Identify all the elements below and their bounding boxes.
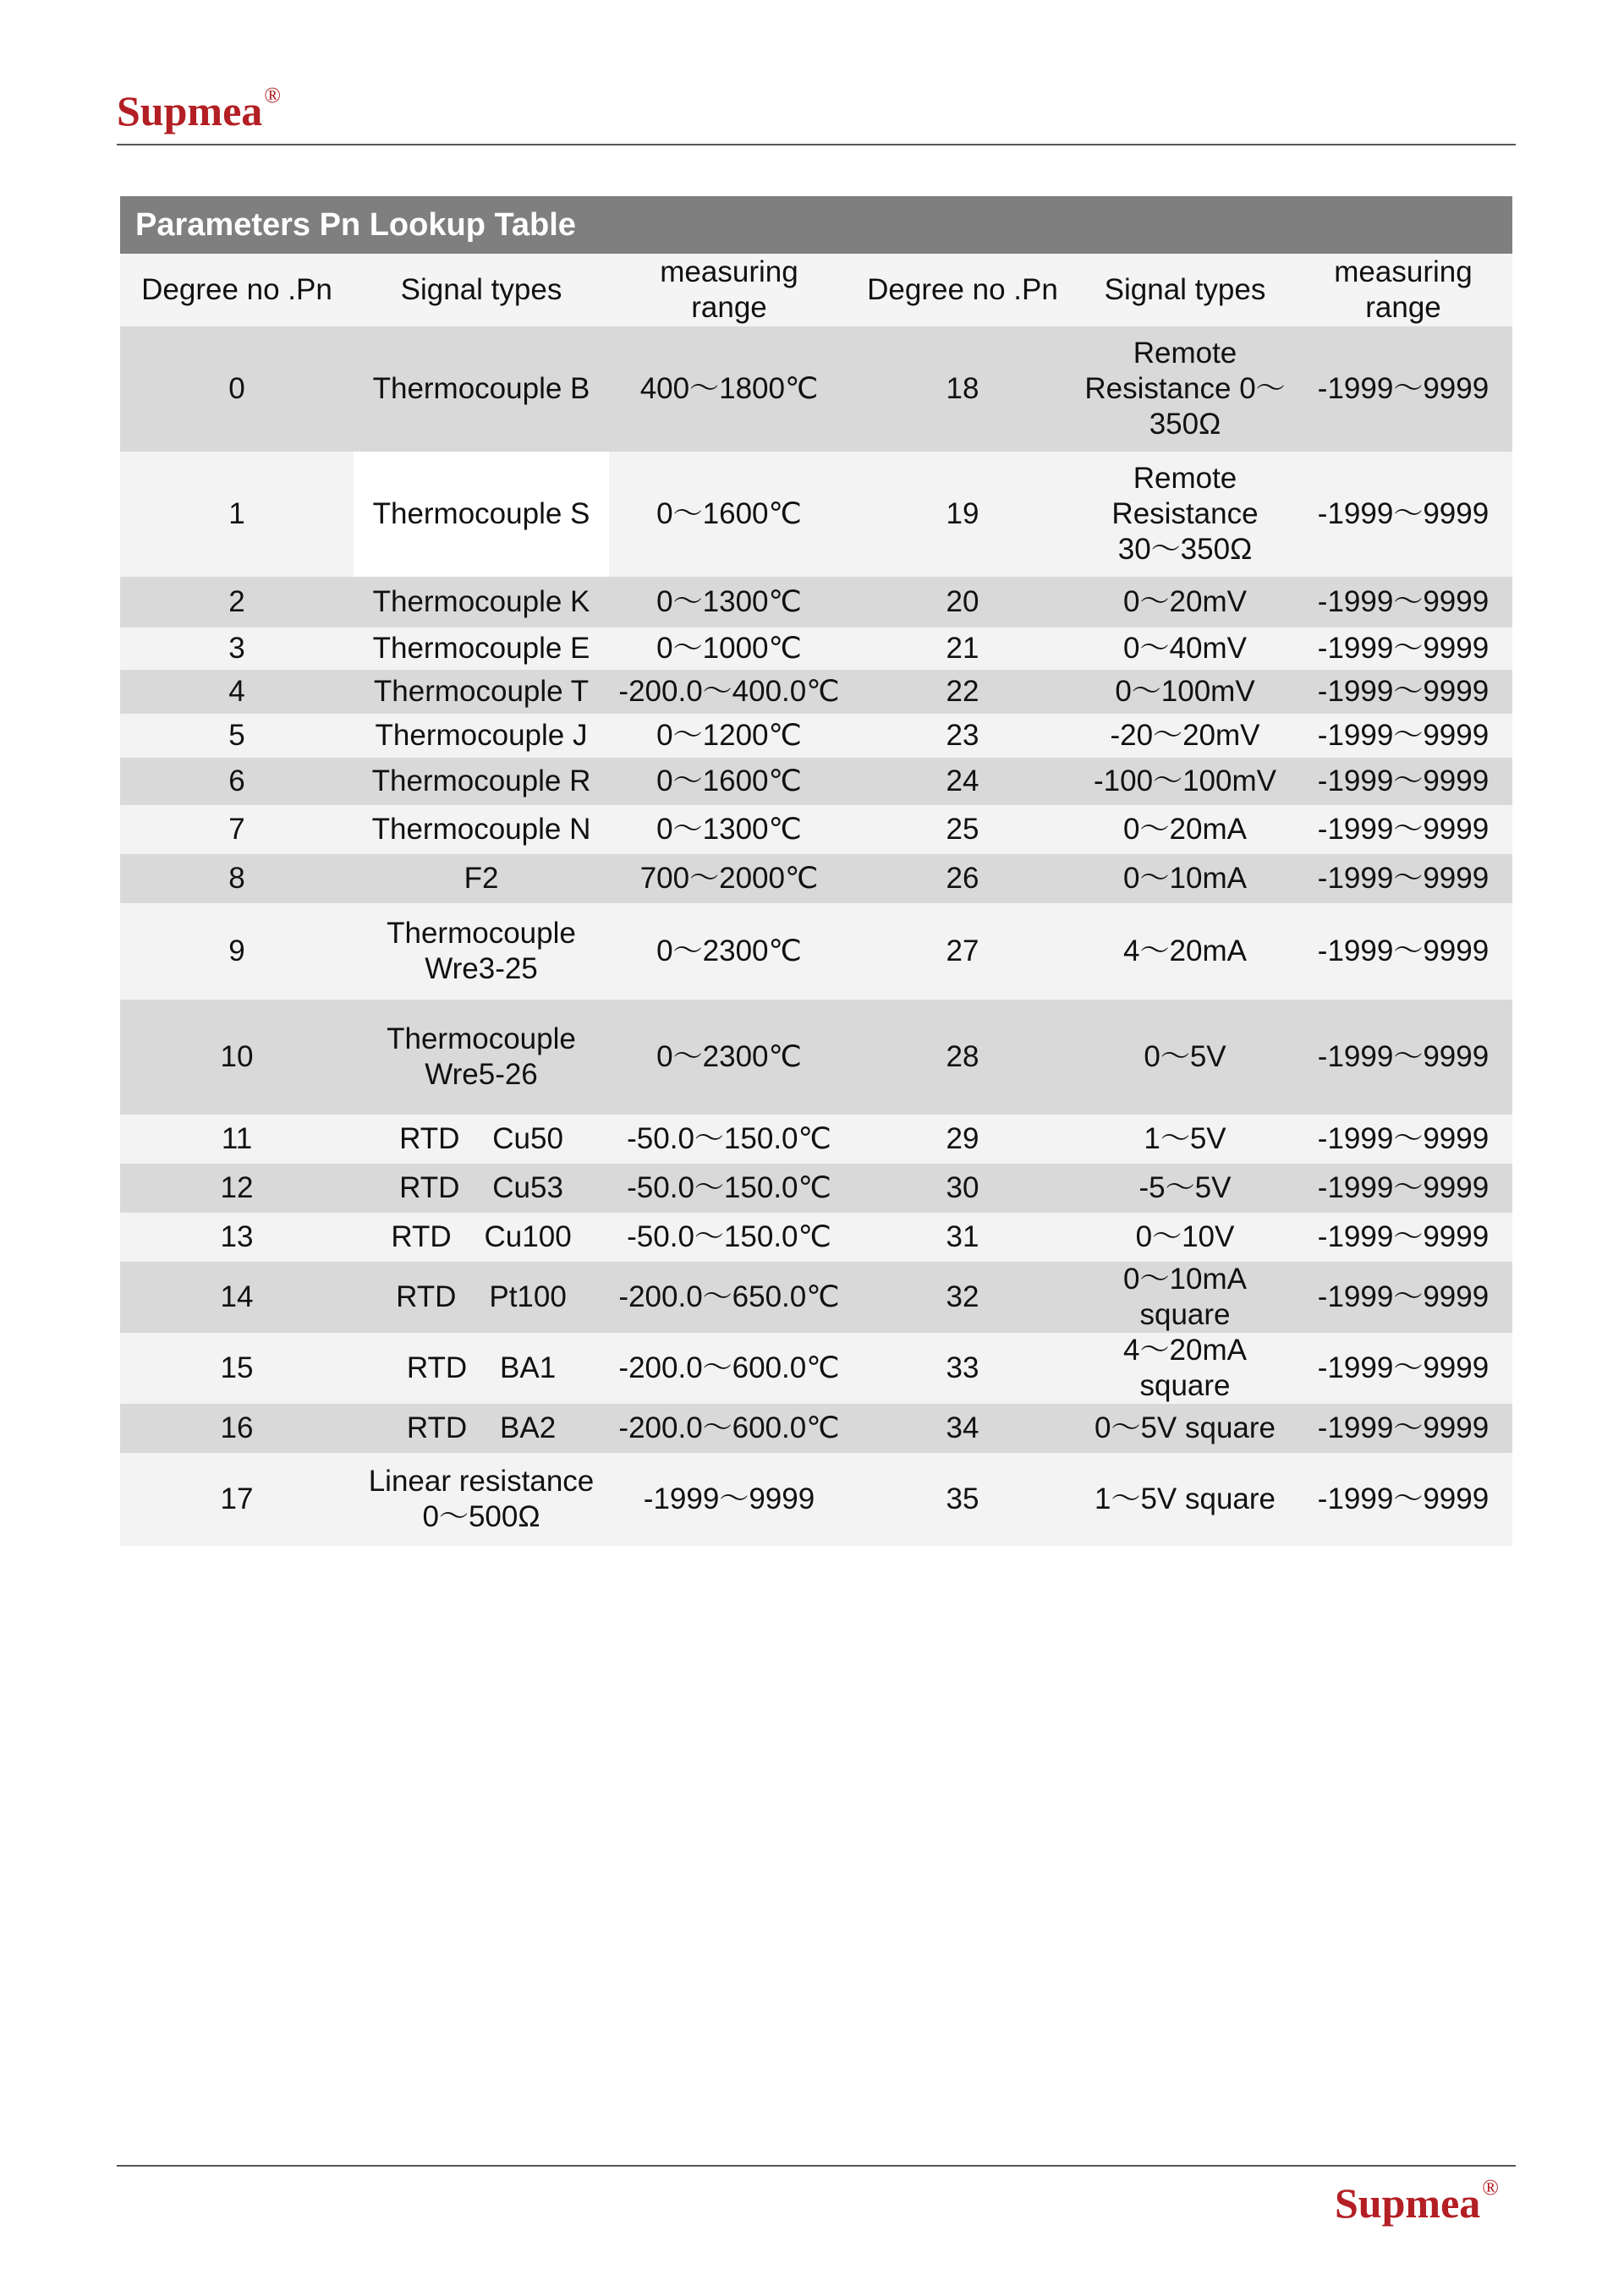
table-cell: -200.0～600.0℃ [609, 1333, 849, 1404]
lookup-table [120, 254, 1512, 1546]
header-cell: Degree no .Pn [849, 254, 1076, 326]
brand-name: Supmea [117, 87, 263, 134]
table-cell: -1999～9999 [1294, 758, 1512, 805]
table-cell: 17 [120, 1453, 354, 1546]
table-cell: Thermocouple N [354, 805, 609, 854]
table-cell: -1999～9999 [1294, 627, 1512, 670]
table-cell: 0～20mA [1076, 805, 1294, 854]
table-cell: 23 [849, 714, 1076, 758]
table-cell: 24 [849, 758, 1076, 805]
brand-logo-top [117, 83, 282, 134]
table-cell: -50.0～150.0℃ [609, 1213, 849, 1262]
table-cell: 22 [849, 670, 1076, 714]
table-cell: 31 [849, 1213, 1076, 1262]
table-cell: 0～5V square [1076, 1404, 1294, 1453]
table-cell: -200.0～400.0℃ [609, 670, 849, 714]
table-cell: 0～10mA square [1076, 1262, 1294, 1333]
table-row [120, 758, 1512, 805]
table-header-row [120, 254, 1512, 326]
table-cell: 9 [120, 903, 354, 1000]
table-row [120, 326, 1512, 452]
table-cell: 5 [120, 714, 354, 758]
table-cell: 32 [849, 1262, 1076, 1333]
table-row [120, 577, 1512, 627]
header-cell: Signal types [354, 254, 609, 326]
table-cell: 2 [120, 577, 354, 627]
table-cell: 0～1600℃ [609, 758, 849, 805]
table-cell: Remote Resistance 30～350Ω [1076, 452, 1294, 577]
table-row [120, 1000, 1512, 1115]
table-cell: 7 [120, 805, 354, 854]
table-row [120, 1404, 1512, 1453]
table-cell: 0～100mV [1076, 670, 1294, 714]
table-cell: 0～10mA [1076, 854, 1294, 903]
table-cell: -1999～9999 [609, 1453, 849, 1546]
table-cell: -1999～9999 [1294, 326, 1512, 452]
registered-mark: ® [1482, 2175, 1500, 2200]
table-cell: -50.0～150.0℃ [609, 1164, 849, 1213]
table-cell: 0～1600℃ [609, 452, 849, 577]
table-cell: 0～2300℃ [609, 903, 849, 1000]
table-cell: 4～20mA square [1076, 1333, 1294, 1404]
lookup-table-container [120, 196, 1512, 1546]
table-cell: -1999～9999 [1294, 714, 1512, 758]
header-cell: measuring range [609, 254, 849, 326]
table-cell: 30 [849, 1164, 1076, 1213]
table-row [120, 627, 1512, 670]
table-row [120, 1164, 1512, 1213]
table-cell: 0～1000℃ [609, 627, 849, 670]
table-cell: 0～1200℃ [609, 714, 849, 758]
table-cell: RTD Cu53 [354, 1164, 609, 1213]
table-cell: 4 [120, 670, 354, 714]
table-cell: -100～100mV [1076, 758, 1294, 805]
table-row [120, 805, 1512, 854]
table-row [120, 670, 1512, 714]
table-cell: Thermocouple K [354, 577, 609, 627]
table-cell: Thermocouple Wre3-25 [354, 903, 609, 1000]
table-cell: 1 [120, 452, 354, 577]
table-cell: 0～5V [1076, 1000, 1294, 1115]
table-cell: -1999～9999 [1294, 1115, 1512, 1164]
table-cell: RTD BA1 [354, 1333, 609, 1404]
table-cell: Thermocouple T [354, 670, 609, 714]
table-cell: -1999～9999 [1294, 452, 1512, 577]
table-cell: 20 [849, 577, 1076, 627]
table-row [120, 1213, 1512, 1262]
table-cell: 400～1800℃ [609, 326, 849, 452]
table-cell: 0～1300℃ [609, 805, 849, 854]
table-title: Parameters Pn Lookup Table [120, 196, 1512, 254]
table-cell: -1999～9999 [1294, 1164, 1512, 1213]
table-cell: -1999～9999 [1294, 1404, 1512, 1453]
header-divider [117, 144, 1516, 145]
table-cell: 1～5V square [1076, 1453, 1294, 1546]
table-cell: 26 [849, 854, 1076, 903]
table-cell: 0～2300℃ [609, 1000, 849, 1115]
table-row [120, 854, 1512, 903]
table-cell: RTD Pt100 [354, 1262, 609, 1333]
table-cell: 19 [849, 452, 1076, 577]
table-cell: 27 [849, 903, 1076, 1000]
table-cell: 0～20mV [1076, 577, 1294, 627]
table-row [120, 1262, 1512, 1333]
table-cell: 29 [849, 1115, 1076, 1164]
table-row [120, 714, 1512, 758]
table-cell: 0～10V [1076, 1213, 1294, 1262]
brand-name: Supmea [1335, 2179, 1481, 2227]
table-row [120, 1333, 1512, 1404]
table-cell: Linear resistance 0～500Ω [354, 1453, 609, 1546]
table-cell: F2 [354, 854, 609, 903]
table-cell: Thermocouple J [354, 714, 609, 758]
table-cell: Thermocouple S [354, 452, 609, 577]
table-row [120, 452, 1512, 577]
table-cell: 14 [120, 1262, 354, 1333]
table-cell: -1999～9999 [1294, 854, 1512, 903]
table-cell: 21 [849, 627, 1076, 670]
table-cell: 35 [849, 1453, 1076, 1546]
table-cell: 8 [120, 854, 354, 903]
table-cell: RTD Cu50 [354, 1115, 609, 1164]
table-cell: Thermocouple Wre5-26 [354, 1000, 609, 1115]
table-cell: -1999～9999 [1294, 1213, 1512, 1262]
table-cell: -1999～9999 [1294, 903, 1512, 1000]
table-cell: Remote Resistance 0～ 350Ω [1076, 326, 1294, 452]
table-row [120, 1115, 1512, 1164]
table-cell: -1999～9999 [1294, 1000, 1512, 1115]
table-cell: 0 [120, 326, 354, 452]
table-cell: 10 [120, 1000, 354, 1115]
table-cell: -5～5V [1076, 1164, 1294, 1213]
table-cell: 11 [120, 1115, 354, 1164]
table-cell: 12 [120, 1164, 354, 1213]
table-cell: 28 [849, 1000, 1076, 1115]
table-cell: Thermocouple R [354, 758, 609, 805]
table-cell: 18 [849, 326, 1076, 452]
brand-logo-bottom [1335, 2175, 1500, 2227]
table-cell: -1999～9999 [1294, 1262, 1512, 1333]
table-cell: 700～2000℃ [609, 854, 849, 903]
header-cell: Signal types [1076, 254, 1294, 326]
table-cell: 34 [849, 1404, 1076, 1453]
table-cell: 4～20mA [1076, 903, 1294, 1000]
table-cell: 15 [120, 1333, 354, 1404]
registered-mark: ® [264, 83, 282, 107]
table-cell: 3 [120, 627, 354, 670]
table-cell: 33 [849, 1333, 1076, 1404]
table-cell: -1999～9999 [1294, 1333, 1512, 1404]
footer-divider [117, 2165, 1516, 2167]
table-cell: -1999～9999 [1294, 577, 1512, 627]
table-row [120, 903, 1512, 1000]
table-cell: RTD Cu100 [354, 1213, 609, 1262]
table-cell: 6 [120, 758, 354, 805]
table-cell: -1999～9999 [1294, 670, 1512, 714]
table-cell: -1999～9999 [1294, 805, 1512, 854]
table-cell: RTD BA2 [354, 1404, 609, 1453]
table-cell: -1999～9999 [1294, 1453, 1512, 1546]
table-cell: Thermocouple B [354, 326, 609, 452]
table-cell: 1～5V [1076, 1115, 1294, 1164]
header-cell: Degree no .Pn [120, 254, 354, 326]
table-cell: 0～40mV [1076, 627, 1294, 670]
table-cell: 0～1300℃ [609, 577, 849, 627]
table-cell: 16 [120, 1404, 354, 1453]
table-row [120, 1453, 1512, 1546]
table-cell: 25 [849, 805, 1076, 854]
table-cell: -50.0～150.0℃ [609, 1115, 849, 1164]
table-cell: 13 [120, 1213, 354, 1262]
table-cell: -200.0～650.0℃ [609, 1262, 849, 1333]
header-cell: measuring range [1294, 254, 1512, 326]
table-cell: Thermocouple E [354, 627, 609, 670]
table-cell: -200.0～600.0℃ [609, 1404, 849, 1453]
table-cell: -20～20mV [1076, 714, 1294, 758]
